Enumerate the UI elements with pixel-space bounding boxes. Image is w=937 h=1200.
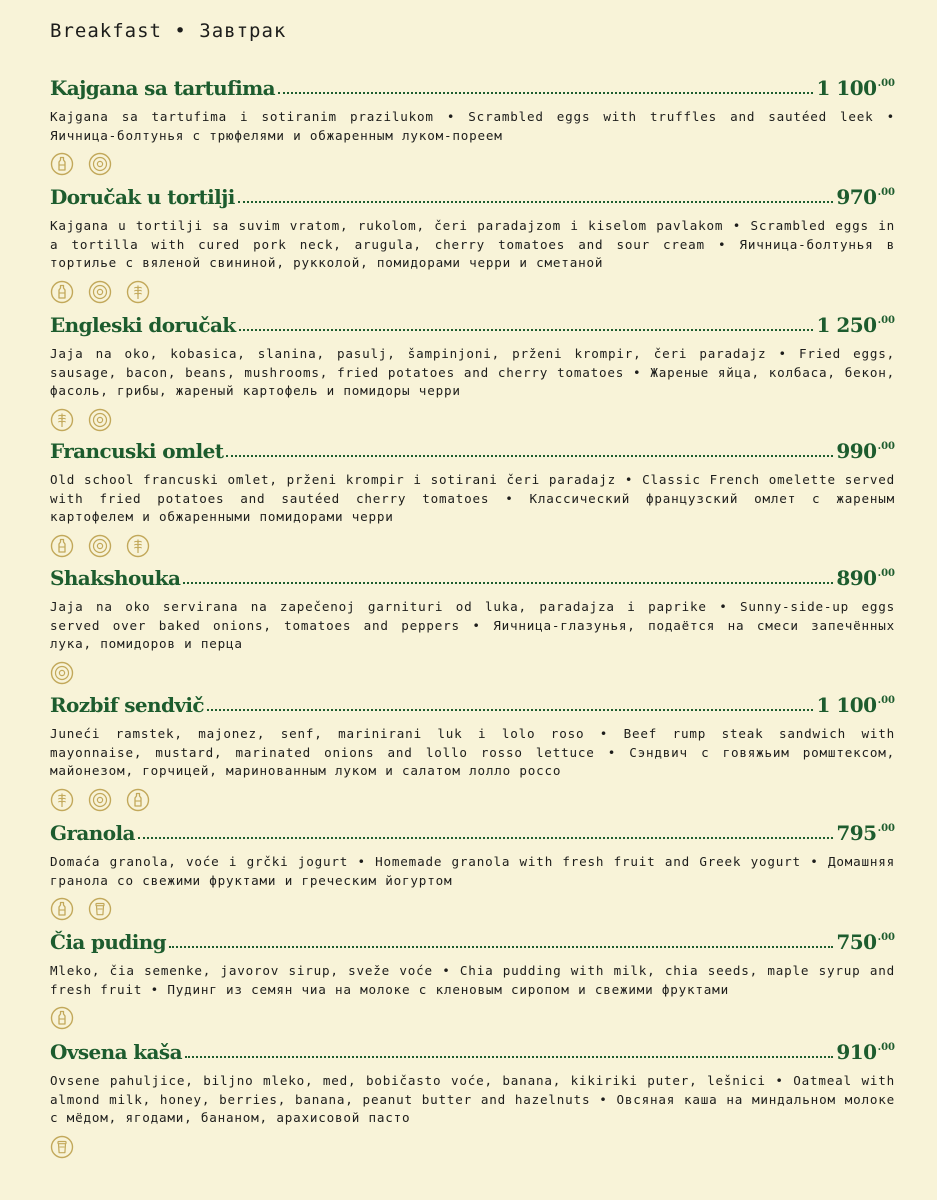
price-amount: 750 <box>836 930 877 954</box>
bottle-icon <box>50 1006 74 1030</box>
allergen-icons <box>50 1135 895 1159</box>
price-amount: 910 <box>836 1040 877 1064</box>
bottle-icon <box>126 788 150 812</box>
menu-item-price <box>836 817 895 845</box>
menu-item-price <box>836 562 895 590</box>
menu-item-name: Engleski doručak <box>50 313 236 337</box>
menu-item-description: Domaća granola, voće i grčki jogurt • Homemade granola with fresh fruit and Greek yogurt • Домашняя гранола со свежими фруктами и греческим йогуртом <box>50 854 895 888</box>
wheat-icon <box>126 534 150 558</box>
egg-plate-icon <box>88 534 112 558</box>
wheat-icon <box>50 408 74 432</box>
menu-item-name: Kajgana sa tartufima <box>50 76 276 100</box>
dotted-leader <box>183 582 833 584</box>
menu-item-price <box>816 689 895 717</box>
dotted-leader <box>226 455 833 457</box>
dotted-leader <box>239 329 814 331</box>
page-title: Breakfast • Завтрак <box>50 20 287 42</box>
menu-item-description: Old school francuski omlet, prženi krompir i sotirani čeri paradajz • Classic French omelette served with fried potatoes and sautéed cherry tomatoes • Классический французский омлет с жареным картофелем и обжаренными помидорами черри <box>50 472 895 524</box>
price-cents: .00 <box>877 187 895 198</box>
menu-item-price <box>816 309 895 337</box>
menu-item-header <box>50 928 895 954</box>
egg-plate-icon <box>88 788 112 812</box>
menu-item-name: Doručak u tortilji <box>50 185 235 209</box>
menu-item-price <box>836 181 895 209</box>
dotted-leader <box>278 92 813 94</box>
price-cents: .00 <box>877 568 895 579</box>
allergen-icons <box>50 1006 895 1030</box>
menu-item-description: Mleko, čia semenke, javorov sirup, sveže voće • Chia pudding with milk, chia seeds, maple syrup and fresh fruit • Пудинг из семян чиа на молоке с кленовым сиропом и свежими фруктами <box>50 963 895 997</box>
menu-item-description: Kajgana sa tartufima i sotiranim prazilukom • Scrambled eggs with truffles and sautéed leek • Яичница-болтунья с трюфелями и обжаренным луком-пореем <box>50 109 895 143</box>
price-amount: 1 100 <box>816 693 877 717</box>
jar-icon <box>88 897 112 921</box>
dotted-leader <box>207 709 813 711</box>
allergen-icons <box>50 897 895 921</box>
menu-item-header <box>50 311 895 337</box>
menu-item <box>50 437 895 558</box>
bottle-icon <box>50 897 74 921</box>
allergen-icons <box>50 280 895 304</box>
egg-plate-icon <box>88 280 112 304</box>
wheat-icon <box>50 788 74 812</box>
menu-item-description: Kajgana u tortilji sa suvim vratom, rukolom, čeri paradajzom i kiselom pavlakom • Scrambled eggs in a tortilla with cured pork neck, arugula, cherry tomatoes and sour cream • Яичница-болтунья в тортилье с вяленой свининой, рукколой, помидорами черри и сметаной <box>50 218 895 270</box>
menu-item-price <box>836 926 895 954</box>
menu-item-header <box>50 819 895 845</box>
menu-item-price <box>816 72 895 100</box>
menu-item <box>50 74 895 176</box>
menu-item-description: Jaja na oko, kobasica, slanina, pasulj, šampinjoni, prženi krompir, čeri paradajz • Fried eggs, sausage, bacon, beans, mushrooms, fried potatoes and cherry tomatoes • Жареные яйца, колбаса, бекон, фасоль, грибы, жареный картофель и помидоры черри <box>50 346 895 398</box>
menu-item <box>50 928 895 1030</box>
price-cents: .00 <box>877 78 895 89</box>
allergen-icons <box>50 788 895 812</box>
allergen-icons <box>50 152 895 176</box>
price-amount: 795 <box>836 821 877 845</box>
menu-item <box>50 1038 895 1159</box>
price-cents: .00 <box>877 823 895 834</box>
menu-item <box>50 819 895 921</box>
bottle-icon <box>50 534 74 558</box>
price-amount: 890 <box>836 566 877 590</box>
menu-item-header <box>50 1038 895 1064</box>
dotted-leader <box>238 201 834 203</box>
price-cents: .00 <box>877 441 895 452</box>
bottle-icon <box>50 152 74 176</box>
menu-item-price <box>836 435 895 463</box>
menu-item-name: Čia puding <box>50 930 167 954</box>
dotted-leader <box>138 837 834 839</box>
price-cents: .00 <box>877 932 895 943</box>
menu-item-name: Granola <box>50 821 135 845</box>
menu-item-price <box>836 1036 895 1064</box>
price-amount: 970 <box>836 185 877 209</box>
price-cents: .00 <box>877 1042 895 1053</box>
jar-icon <box>50 1135 74 1159</box>
price-amount: 1 100 <box>816 76 877 100</box>
price-cents: .00 <box>877 695 895 706</box>
wheat-icon <box>126 280 150 304</box>
menu-item <box>50 311 895 432</box>
price-amount: 1 250 <box>816 313 877 337</box>
egg-plate-icon <box>50 661 74 685</box>
menu-item-header <box>50 183 895 209</box>
menu-item-header <box>50 74 895 100</box>
menu-item <box>50 564 895 685</box>
menu-item-name: Francuski omlet <box>50 439 224 463</box>
allergen-icons <box>50 408 895 432</box>
egg-plate-icon <box>88 152 112 176</box>
egg-plate-icon <box>88 408 112 432</box>
menu-item-header <box>50 437 895 463</box>
price-amount: 990 <box>836 439 877 463</box>
allergen-icons <box>50 534 895 558</box>
menu-item-description: Ovsene pahuljice, biljno mleko, med, bobičasto voće, banana, kikiriki puter, lešnici • Oatmeal with almond milk, honey, berries, banana, peanut butter and hazelnuts • Овсяная каша на миндальном молоке с мёдом, ягодами, бананом, арахисовой пасто <box>50 1073 895 1125</box>
menu-item-header <box>50 691 895 717</box>
allergen-icons <box>50 661 895 685</box>
menu-item-name: Rozbif sendvič <box>50 693 204 717</box>
menu-item-description: Jaja na oko servirana na zapečenoj garnituri od luka, paradajza i paprike • Sunny-side-up eggs served over baked onions, tomatoes and peppers • Яичница-глазунья, подаётся на смеси запечённых лука, помидоров и перца <box>50 599 895 651</box>
dotted-leader <box>185 1056 833 1058</box>
price-cents: .00 <box>877 315 895 326</box>
menu-item <box>50 183 895 304</box>
menu-item-header <box>50 564 895 590</box>
dotted-leader <box>169 946 833 948</box>
menu-item-description: Juneći ramstek, majonez, senf, marinirani luk i lolo roso • Beef rump steak sandwich with mayonnaise, mustard, marinated onions and lollo rosso lettuce • Сэндвич с говяжьим ромштексом, майонезом, горчицей, маринованным луком и салатом лолло россо <box>50 726 895 778</box>
menu-item-name: Ovsena kaša <box>50 1040 182 1064</box>
bottle-icon <box>50 280 74 304</box>
menu-item-name: Shakshouka <box>50 566 181 590</box>
menu-item <box>50 691 895 812</box>
